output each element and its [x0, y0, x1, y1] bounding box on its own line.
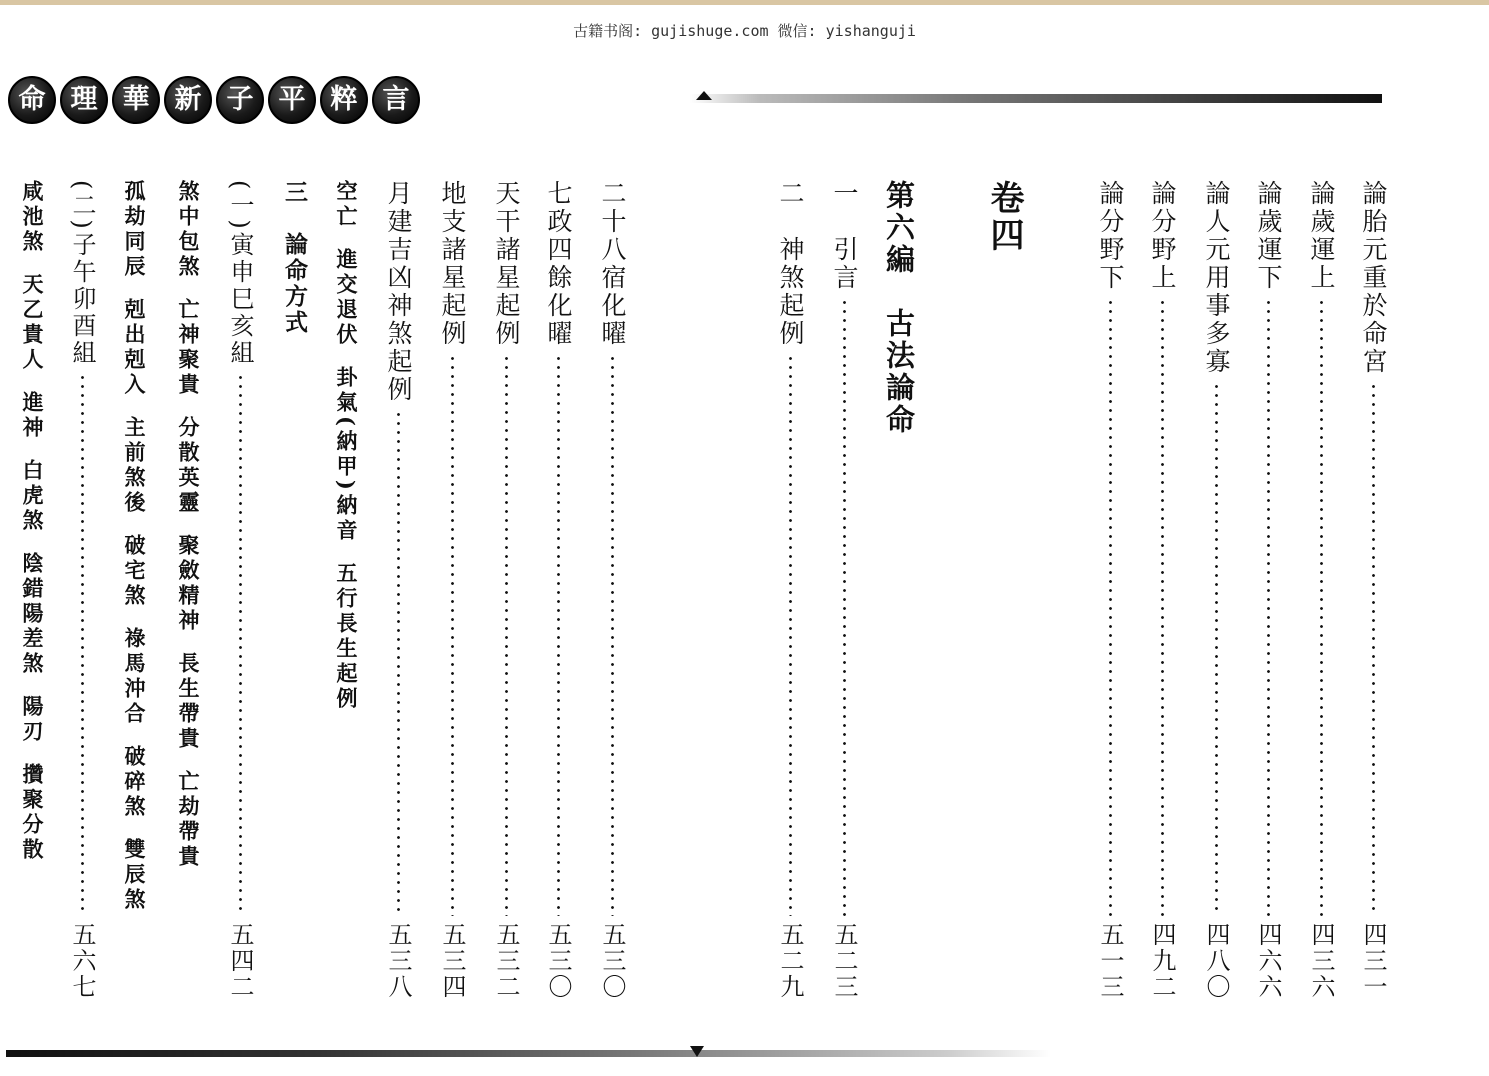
- section-title: 三 論命方式: [281, 180, 308, 336]
- toc-entry: [1090, 180, 1130, 1000]
- dot-leader: [789, 354, 792, 916]
- top-band: [0, 0, 1489, 5]
- subitem: 亡劫帶貴: [176, 770, 201, 870]
- toc-page-number: 四八〇: [1202, 922, 1230, 1000]
- toc-entry: [1196, 180, 1236, 1000]
- subitem: 五行長生起例: [334, 561, 359, 712]
- subitem: 聚斂精神: [176, 534, 201, 634]
- toc-page-number: 四三一: [1359, 922, 1387, 1000]
- dot-leader: [1109, 298, 1112, 916]
- subitem: 煞中包煞: [176, 180, 201, 280]
- dot-leader: [1372, 382, 1375, 916]
- toc-entry-title: (一)寅申巳亥組: [226, 180, 254, 367]
- dot-leader: [451, 354, 454, 916]
- toc-entry: [62, 180, 102, 1000]
- subitem: 破碎煞: [122, 745, 147, 820]
- dot-leader: [557, 354, 560, 916]
- title-char: 言: [372, 76, 420, 124]
- dot-leader: [1320, 298, 1323, 916]
- toc-entry: [220, 180, 260, 1000]
- toc-entry-title: 論胎元重於命宮: [1359, 180, 1388, 376]
- subitem: 長生帶貴: [176, 652, 201, 752]
- header-rule: [690, 94, 1382, 103]
- volume-heading: [984, 180, 1024, 1000]
- toc-entry-title: 一 引言: [830, 180, 859, 292]
- toc-entry-title: 論歲運下: [1254, 180, 1283, 292]
- subitem: 空亡: [334, 180, 359, 230]
- subitem: 剋出剋入: [122, 298, 147, 398]
- toc-page-number: 五三〇: [544, 922, 572, 1000]
- subitem: 祿馬沖合: [122, 627, 147, 727]
- toc-page-number: 四三六: [1307, 922, 1335, 1000]
- toc-entry: [592, 180, 632, 1000]
- subitem: 孤劫同辰: [122, 180, 147, 280]
- toc-entry-title: 月建吉凶神煞起例: [384, 180, 413, 404]
- volume-title: 卷四: [984, 180, 1024, 254]
- toc-entry-title: 二 神煞起例: [776, 180, 805, 348]
- toc-entry-title: 地支諸星起例: [438, 180, 467, 348]
- toc-entry: [486, 180, 526, 1000]
- toc-entry-title: 七政四餘化曜: [544, 180, 573, 348]
- toc-subitems: [12, 180, 52, 1000]
- toc-entry: [824, 180, 864, 1000]
- dot-leader: [843, 298, 846, 916]
- toc-subitems: [168, 180, 208, 1000]
- subitem: 破宅煞: [122, 534, 147, 609]
- title-char: 子: [216, 76, 264, 124]
- subitem: 攢聚分散: [20, 763, 45, 863]
- toc-entry: [1353, 180, 1393, 1000]
- chapter-heading: [879, 180, 919, 1000]
- toc-page-number: 五一三: [1096, 922, 1124, 1000]
- dot-leader: [239, 373, 242, 916]
- subitem: 陽刃: [20, 695, 45, 745]
- subitem: 主前煞後: [122, 416, 147, 516]
- toc-entry-title: 二十八宿化曜: [598, 180, 627, 348]
- title-char: 命: [8, 76, 56, 124]
- toc-entry-title: (二)子午卯酉組: [68, 180, 96, 367]
- subitem: 卦氣(納甲)納音: [334, 366, 359, 544]
- title-char: 理: [60, 76, 108, 124]
- toc-entry: [538, 180, 578, 1000]
- toc-page-number: 五三四: [438, 922, 466, 1000]
- dot-leader: [1161, 298, 1164, 916]
- title-char: 華: [112, 76, 160, 124]
- toc-entry-title: 論人元用事多寡: [1202, 180, 1231, 376]
- toc-subitems: [326, 180, 366, 1000]
- toc-page-number: 五二九: [776, 922, 804, 1000]
- toc-entry: [1248, 180, 1288, 1000]
- toc-page-number: 五二三: [830, 922, 858, 1000]
- subitem: 分散英靈: [176, 416, 201, 516]
- footer-rule: [6, 1050, 1051, 1057]
- toc-entry-title: 論分野下: [1096, 180, 1125, 292]
- title-char: 粹: [320, 76, 368, 124]
- section-heading: [274, 180, 314, 1000]
- dot-leader: [505, 354, 508, 916]
- toc-entry-title: 天干諸星起例: [492, 180, 521, 348]
- dot-leader: [611, 354, 614, 916]
- title-char: 平: [268, 76, 316, 124]
- dot-leader: [397, 410, 400, 916]
- subitem: 天乙貴人: [20, 273, 45, 373]
- chapter-title: 第六編 古法論命: [882, 180, 916, 436]
- subitem: 進神: [20, 391, 45, 441]
- toc-page-number: 四六六: [1254, 922, 1282, 1000]
- toc-entry-title: 論分野上: [1148, 180, 1177, 292]
- toc-page-number: 五六七: [68, 922, 96, 1000]
- subitem: 白虎煞: [20, 459, 45, 534]
- watermark: 古籍书阁: gujishuge.com 微信: yishanguji: [573, 22, 916, 40]
- dot-leader: [1267, 298, 1270, 916]
- toc-entry-title: 論歲運上: [1307, 180, 1336, 292]
- subitem: 陰錯陽差煞: [20, 552, 45, 677]
- toc-entry: [1142, 180, 1182, 1000]
- toc-page-number: 五三八: [384, 922, 412, 1000]
- toc-page-number: 五三〇: [598, 922, 626, 1000]
- toc-entry: [1301, 180, 1341, 1000]
- subitem: 咸池煞: [20, 180, 45, 255]
- toc-entry: [378, 180, 418, 1000]
- toc-entry: [432, 180, 472, 1000]
- dot-leader: [1215, 382, 1218, 916]
- subitem: 雙辰煞: [122, 838, 147, 913]
- toc-page-number: 四九二: [1148, 922, 1176, 1000]
- toc-entry: [770, 180, 810, 1000]
- toc-subitems: [114, 180, 154, 1000]
- dot-leader: [81, 373, 84, 916]
- book-title: [8, 76, 420, 126]
- title-char: 新: [164, 76, 212, 124]
- subitem: 亡神聚貴: [176, 298, 201, 398]
- toc-page-number: 五四二: [226, 922, 254, 1000]
- toc-page-number: 五三二: [492, 922, 520, 1000]
- subitem: 進交退伏: [334, 248, 359, 348]
